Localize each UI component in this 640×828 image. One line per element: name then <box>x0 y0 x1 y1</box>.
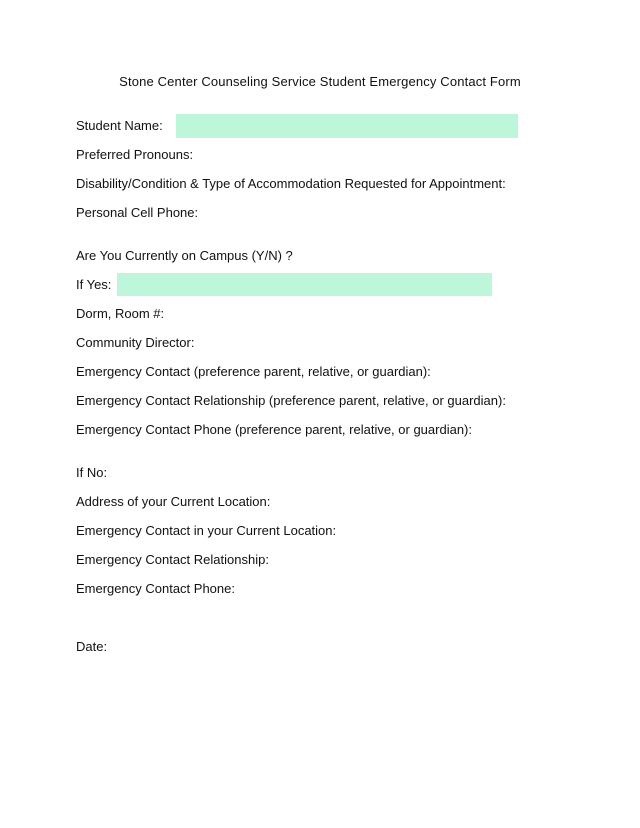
emergency-contact-label: Emergency Contact (preference parent, relative, or guardian): <box>76 364 431 379</box>
emergency-contact-relationship-label: Emergency Contact Relationship (preference parent, relative, or guardian): <box>76 393 506 408</box>
student-name-label: Student Name: <box>76 118 163 133</box>
preferred-pronouns-label: Preferred Pronouns: <box>76 147 194 162</box>
if-yes-label: If Yes: <box>76 277 112 292</box>
community-director-label: Community Director: <box>76 335 195 350</box>
current-location-phone-label: Emergency Contact Phone: <box>76 581 235 596</box>
personal-cell-phone-label: Personal Cell Phone: <box>76 205 199 220</box>
current-location-emergency-contact-label: Emergency Contact in your Current Location: <box>76 523 337 538</box>
if-no-label: If No: <box>76 465 108 480</box>
on-campus-question-label: Are You Currently on Campus (Y/N) ? <box>76 248 293 263</box>
emergency-contact-phone-label: Emergency Contact Phone (preference parent, relative, or guardian): <box>76 422 472 437</box>
student-name-field[interactable] <box>176 114 518 138</box>
current-location-relationship-label: Emergency Contact Relationship: <box>76 552 269 567</box>
date-label: Date: <box>76 639 108 654</box>
form-title: Stone Center Counseling Service Student Emergency Contact Form <box>119 74 521 89</box>
disability-accommodation-label: Disability/Condition & Type of Accommodation Requested for Appointment: <box>76 176 506 191</box>
if-yes-field[interactable] <box>117 273 492 296</box>
current-location-address-label: Address of your Current Location: <box>76 494 271 509</box>
dorm-room-label: Dorm, Room #: <box>76 306 165 321</box>
